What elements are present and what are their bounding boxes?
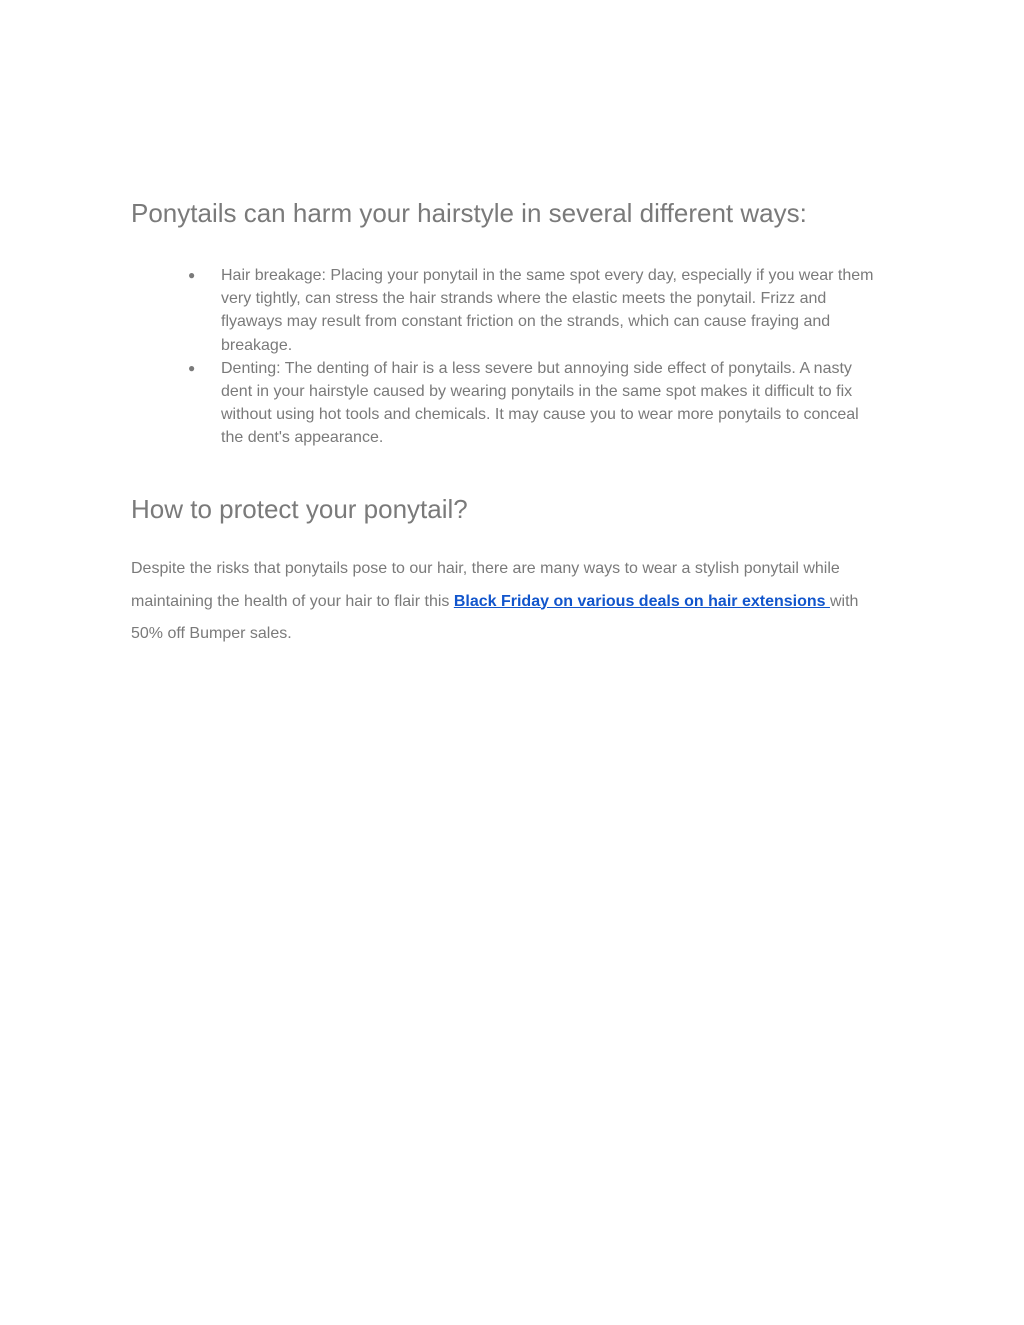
list-item xyxy=(187,264,877,357)
black-friday-deals-link[interactable]: Black Friday on various deals on hair extensions xyxy=(453,592,830,610)
section-heading-protect: How to protect your ponytail? xyxy=(131,494,468,524)
list-item-text: Denting: The denting of hair is a less severe but annoying side effect of ponytails. A nasty dent in your hairstyle caused by wearing ponytails in the same spot makes it difficult to fix without using hot tools and chemicals. It may cause you to wear more ponytails to conceal the dent's appearance. xyxy=(221,359,859,447)
paragraph-text-before-link: Despite the risks that ponytails pose to our hair, there are many ways to wear a stylish ponytail while maintaining the health of your hair to flair this xyxy=(131,560,840,610)
harm-list xyxy=(187,264,877,450)
list-item xyxy=(187,357,877,450)
bullet-icon: ● xyxy=(188,360,196,375)
list-item-text: Hair breakage: Placing your ponytail in the same spot every day, especially if you wear them very tightly, can stress the hair strands where the elastic meets the ponytail. Frizz and flyaways may result from constant friction on the strands, which can cause fraying and breakage. xyxy=(221,267,874,354)
protect-paragraph xyxy=(131,553,876,651)
bullet-icon: ● xyxy=(188,268,196,282)
section-heading-harm: Ponytails can harm your hairstyle in several different ways: xyxy=(131,198,807,228)
paragraph-text-after-link: with 50% off Bumper sales. xyxy=(131,592,859,642)
